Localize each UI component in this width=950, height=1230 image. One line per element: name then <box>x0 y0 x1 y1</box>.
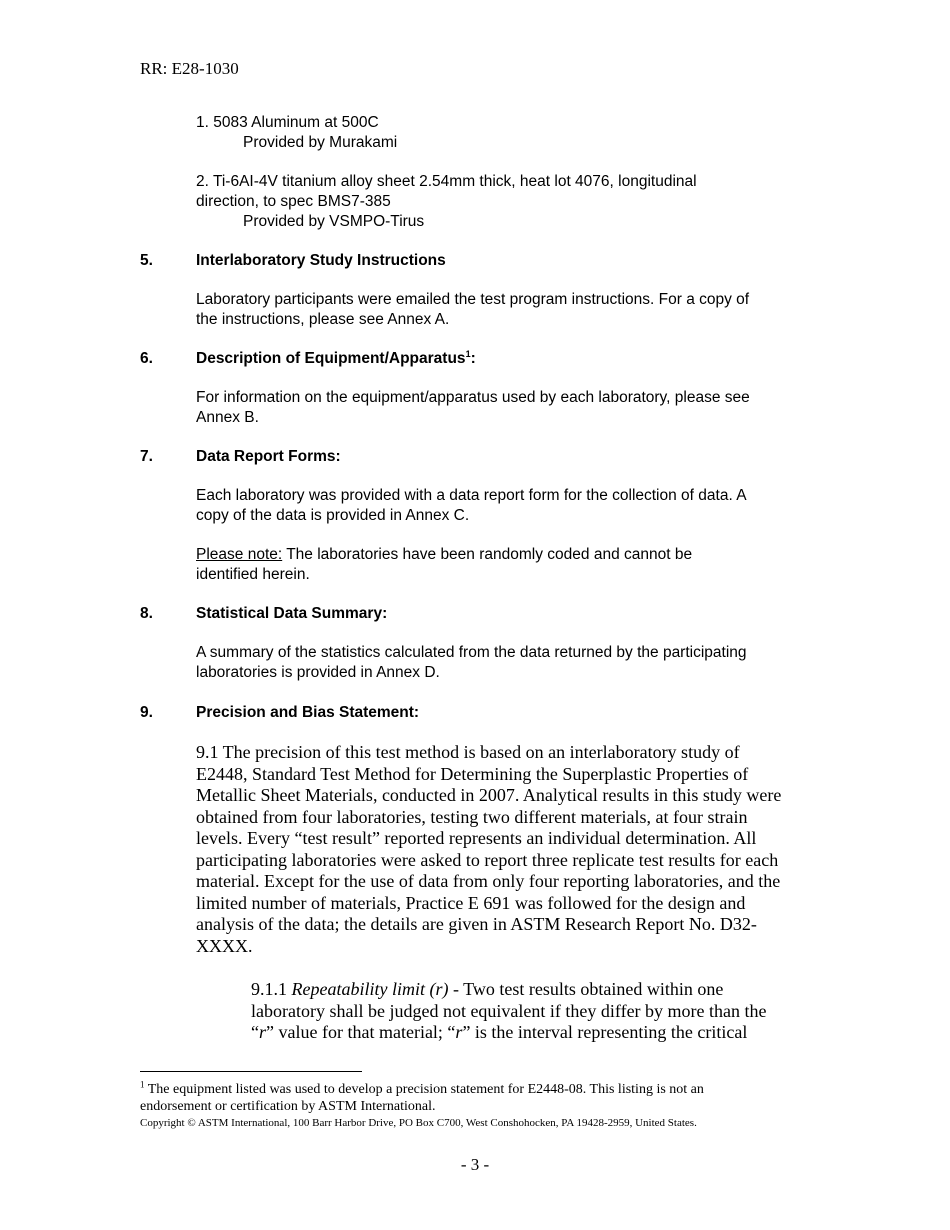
section-7-line-1: Each laboratory was provided with a data report form for the collection of data. A <box>196 487 747 504</box>
section-8-line-2: laboratories is provided in Annex D. <box>196 664 440 681</box>
section-9-1-1-paragraph <box>251 979 831 1044</box>
section-6-number: 6. <box>140 350 153 367</box>
quote-open-1: “ <box>251 1022 259 1042</box>
footnote-1 <box>140 1081 840 1115</box>
section-5-title: Interlaboratory Study Instructions <box>196 252 446 269</box>
material-2-provider: Provided by VSMPO-Tirus <box>243 213 425 230</box>
section-7-title: Data Report Forms: <box>196 448 341 465</box>
para-line-7: material. Except for the use of data from only four reporting laboratories, and the <box>196 871 781 891</box>
footnote-mark: 1 <box>140 1079 145 1090</box>
section-5-body <box>196 290 826 330</box>
page-number: - 3 - <box>460 1155 490 1174</box>
section-8-title: Statistical Data Summary: <box>196 605 388 622</box>
para-line-2: E2448, Standard Test Method for Determining the Superplastic Properties of <box>196 763 749 784</box>
repeatability-term: Repeatability limit (r) <box>291 979 449 999</box>
material-1-provider: Provided by Murakami <box>243 134 398 151</box>
footnote-line-1 <box>140 1081 840 1098</box>
section-7-note-line-1 <box>196 545 826 565</box>
sub-line-1-text: - Two test results obtained within one <box>448 979 724 999</box>
material-item-1 <box>196 113 397 153</box>
section-7-number: 7. <box>140 448 153 465</box>
report-reference: RR: E28-1030 <box>140 59 239 78</box>
section-6-line-1: For information on the equipment/apparatus used by each laboratory, please see <box>196 389 750 406</box>
section-6-title <box>196 349 476 369</box>
sub-line-3-text: ” value for that material; “ <box>266 1022 456 1042</box>
section-8-body <box>196 643 826 683</box>
r-symbol-2: r <box>455 1022 463 1042</box>
section-7-body <box>196 486 826 526</box>
section-5-number: 5. <box>140 252 153 269</box>
material-1-name: 1. 5083 Aluminum at 500C <box>196 114 379 131</box>
section-8-line-1: A summary of the statistics calculated from the data returned by the participating <box>196 644 747 661</box>
r-symbol-1: r <box>259 1022 267 1042</box>
para-line-10: XXXX. <box>196 935 253 956</box>
copyright-notice: Copyright © ASTM International, 100 Barr Harbor Drive, PO Box C700, West Conshohocken, PA 19428-2959, United States. <box>140 1117 697 1129</box>
sub-line-1 <box>251 979 831 1001</box>
section-7-line-2: copy of the data is provided in Annex C. <box>196 507 470 524</box>
footnote-text-1: The equipment listed was used to develop a precision statement for E2448-08. This listing is not an <box>144 1082 704 1097</box>
para-line-8: limited number of materials, Practice E 691 was followed for the design and <box>196 892 746 913</box>
material-item-2 <box>196 172 697 232</box>
material-2-name-cont: direction, to spec BMS7-385 <box>196 193 391 210</box>
footnote-reference-1: 1 <box>465 348 471 359</box>
note-label: Please note: <box>196 546 283 563</box>
section-6-line-2: Annex B. <box>196 409 259 426</box>
para-line-6: participating laboratories were asked to report three replicate test results for each <box>196 849 779 870</box>
section-6-body <box>196 388 826 428</box>
para-line-4: obtained from four laboratories, testing two different materials, at four strain <box>196 806 748 827</box>
section-8-number: 8. <box>140 605 153 622</box>
para-line-5: levels. Every “test result” reported represents an individual determination. All <box>196 828 757 848</box>
sub-number: 9.1.1 <box>251 979 292 999</box>
para-line-9: analysis of the data; the details are given in ASTM Research Report No. D32- <box>196 914 757 934</box>
note-text: The laboratories have been randomly coded and cannot be <box>282 546 693 563</box>
para-line-3: Metallic Sheet Materials, conducted in 2007. Analytical results in this study were <box>196 785 782 805</box>
section-5-line-2: the instructions, please see Annex A. <box>196 311 450 328</box>
material-2-name: 2. Ti-6AI-4V titanium alloy sheet 2.54mm thick, heat lot 4076, longitudinal <box>196 173 697 190</box>
section-9-title: Precision and Bias Statement: <box>196 704 420 721</box>
section-9-1-paragraph <box>196 742 826 957</box>
footnote-divider <box>140 1071 362 1072</box>
para-line-1: 9.1 The precision of this test method is based on an interlaboratory study of <box>196 742 740 762</box>
section-9-number: 9. <box>140 704 153 721</box>
section-7-note-line-2: identified herein. <box>196 566 310 583</box>
footnote-line-2: endorsement or certification by ASTM International. <box>140 1099 436 1114</box>
section-6-title-colon: : <box>470 350 476 367</box>
section-6-title-text: Description of Equipment/Apparatus <box>196 350 466 367</box>
section-5-line-1: Laboratory participants were emailed the test program instructions. For a copy of <box>196 291 750 308</box>
sub-line-3 <box>251 1022 831 1044</box>
sub-line-3-end: ” is the interval representing the critical <box>462 1022 748 1042</box>
section-7-note <box>196 545 826 585</box>
sub-line-2: laboratory shall be judged not equivalent if they differ by more than the <box>251 1000 767 1021</box>
